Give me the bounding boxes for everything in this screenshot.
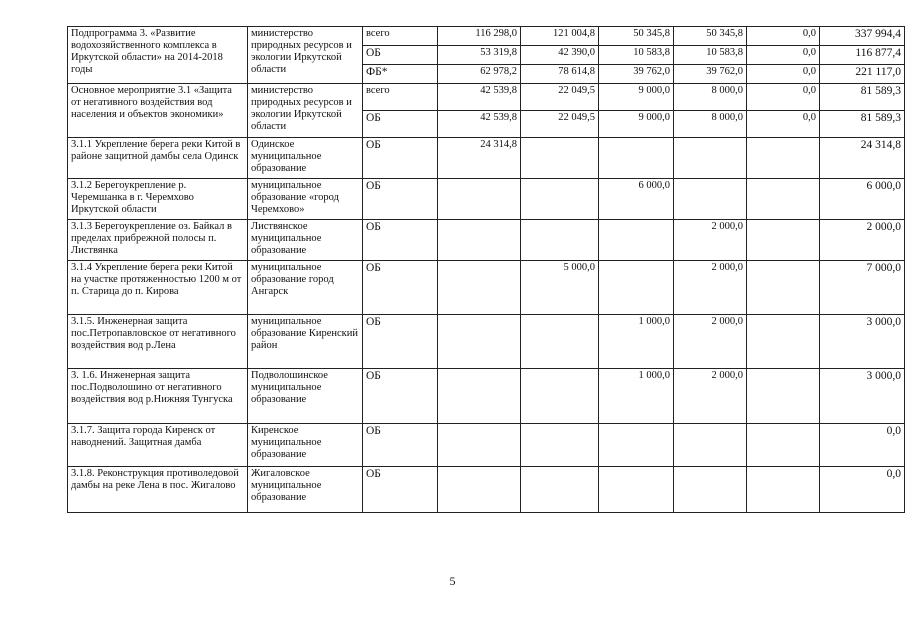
measure-name-cell: 3.1.7. Защита города Киренск от наводнений. Защитная дамба — [68, 424, 248, 467]
executor-cell: Жигаловское муниципальное образование — [248, 467, 363, 513]
amount-cell-2015 — [521, 138, 599, 179]
amount-cell-2015: 22 049,5 — [521, 84, 599, 111]
amount-cell-2017 — [674, 467, 747, 513]
funding-source-cell: ОБ — [363, 467, 438, 513]
total-cell: 0,0 — [820, 424, 905, 467]
amount-cell-2015: 78 614,8 — [521, 65, 599, 84]
amount-cell-2014: 62 978,2 — [438, 65, 521, 84]
funding-source-cell: всего — [363, 84, 438, 111]
amount-cell-2017: 2 000,0 — [674, 261, 747, 315]
executor-cell: муниципальное образование «город Черемхово» — [248, 179, 363, 220]
amount-cell-2016: 50 345,8 — [599, 27, 674, 46]
amount-cell-2016: 1 000,0 — [599, 369, 674, 424]
amount-cell-2018: 0,0 — [747, 27, 820, 46]
amount-cell-2014: 116 298,0 — [438, 27, 521, 46]
amount-cell-2017: 8 000,0 — [674, 111, 747, 138]
total-cell: 2 000,0 — [820, 220, 905, 261]
measure-name-cell: 3.1.2 Берегоукрепление р. Черемшанка в г. Черемхово Иркутской области — [68, 179, 248, 220]
amount-cell-2017 — [674, 424, 747, 467]
amount-cell-2018 — [747, 261, 820, 315]
amount-cell-2014 — [438, 424, 521, 467]
executor-cell: министерство природных ресурсов и экологии Иркутской области — [248, 84, 363, 138]
amount-cell-2016: 9 000,0 — [599, 84, 674, 111]
funding-source-cell: ОБ — [363, 261, 438, 315]
total-cell: 3 000,0 — [820, 315, 905, 369]
amount-cell-2016 — [599, 138, 674, 179]
table-row — [68, 369, 905, 424]
amount-cell-2015: 121 004,8 — [521, 27, 599, 46]
executor-cell: Одинское муниципальное образование — [248, 138, 363, 179]
table-row — [68, 424, 905, 467]
amount-cell-2018 — [747, 179, 820, 220]
amount-cell-2018: 0,0 — [747, 111, 820, 138]
budget-table — [67, 26, 905, 513]
amount-cell-2016 — [599, 424, 674, 467]
executor-cell: Подволошинское муниципальное образование — [248, 369, 363, 424]
total-cell: 7 000,0 — [820, 261, 905, 315]
total-cell: 81 589,3 — [820, 111, 905, 138]
funding-source-cell: ОБ — [363, 424, 438, 467]
funding-source-cell: ОБ — [363, 315, 438, 369]
total-cell: 337 994,4 — [820, 27, 905, 46]
amount-cell-2016: 1 000,0 — [599, 315, 674, 369]
amount-cell-2015 — [521, 467, 599, 513]
amount-cell-2018: 0,0 — [747, 46, 820, 65]
amount-cell-2018 — [747, 138, 820, 179]
amount-cell-2014 — [438, 369, 521, 424]
amount-cell-2015 — [521, 424, 599, 467]
amount-cell-2015: 5 000,0 — [521, 261, 599, 315]
amount-cell-2018 — [747, 424, 820, 467]
amount-cell-2017: 2 000,0 — [674, 315, 747, 369]
measure-name-cell: 3.1.8. Реконструкция противоледовой дамбы на реке Лена в пос. Жигалово — [68, 467, 248, 513]
amount-cell-2016: 9 000,0 — [599, 111, 674, 138]
executor-cell: муниципальное образование Киренский район — [248, 315, 363, 369]
executor-cell: министерство природных ресурсов и экологии Иркутской области — [248, 27, 363, 84]
amount-cell-2017 — [674, 138, 747, 179]
amount-cell-2018: 0,0 — [747, 84, 820, 111]
funding-source-cell: ФБ* — [363, 65, 438, 84]
amount-cell-2014: 24 314,8 — [438, 138, 521, 179]
total-cell: 116 877,4 — [820, 46, 905, 65]
amount-cell-2014 — [438, 467, 521, 513]
amount-cell-2017: 2 000,0 — [674, 220, 747, 261]
funding-source-cell: ОБ — [363, 46, 438, 65]
amount-cell-2015 — [521, 179, 599, 220]
table-row — [68, 27, 905, 46]
measure-name-cell: Подпрограмма 3. «Развитие водохозяйственного комплекса в Иркутской области» на 2014-2018 годы — [68, 27, 248, 84]
amount-cell-2014: 53 319,8 — [438, 46, 521, 65]
amount-cell-2017: 2 000,0 — [674, 369, 747, 424]
total-cell: 81 589,3 — [820, 84, 905, 111]
measure-name-cell: Основное мероприятие 3.1 «Защита от негативного воздействия вод населения и объектов экономики» — [68, 84, 248, 138]
amount-cell-2018 — [747, 369, 820, 424]
amount-cell-2014 — [438, 261, 521, 315]
amount-cell-2016 — [599, 220, 674, 261]
amount-cell-2016: 10 583,8 — [599, 46, 674, 65]
amount-cell-2017: 8 000,0 — [674, 84, 747, 111]
amount-cell-2016: 39 762,0 — [599, 65, 674, 84]
total-cell: 6 000,0 — [820, 179, 905, 220]
amount-cell-2016 — [599, 467, 674, 513]
total-cell: 221 117,0 — [820, 65, 905, 84]
amount-cell-2018: 0,0 — [747, 65, 820, 84]
amount-cell-2015: 42 390,0 — [521, 46, 599, 65]
amount-cell-2015 — [521, 315, 599, 369]
amount-cell-2017: 39 762,0 — [674, 65, 747, 84]
measure-name-cell: 3.1.5. Инженерная защита пос.Петропавловское от негативного воздействия вод р.Лена — [68, 315, 248, 369]
amount-cell-2017 — [674, 179, 747, 220]
amount-cell-2014 — [438, 315, 521, 369]
measure-name-cell: 3. 1.6. Инженерная защита пос.Подволошино от негативного воздействия вод р.Нижняя Тунгуска — [68, 369, 248, 424]
amount-cell-2017: 10 583,8 — [674, 46, 747, 65]
funding-source-cell: ОБ — [363, 138, 438, 179]
funding-source-cell: всего — [363, 27, 438, 46]
amount-cell-2014 — [438, 220, 521, 261]
amount-cell-2015: 22 049,5 — [521, 111, 599, 138]
amount-cell-2017: 50 345,8 — [674, 27, 747, 46]
executor-cell: Киренское муниципальное образование — [248, 424, 363, 467]
total-cell: 3 000,0 — [820, 369, 905, 424]
page-number: 5 — [449, 574, 456, 588]
table-row — [68, 467, 905, 513]
amount-cell-2018 — [747, 315, 820, 369]
table-row — [68, 315, 905, 369]
amount-cell-2016 — [599, 261, 674, 315]
table-row — [68, 220, 905, 261]
amount-cell-2018 — [747, 467, 820, 513]
amount-cell-2018 — [747, 220, 820, 261]
amount-cell-2015 — [521, 220, 599, 261]
amount-cell-2014: 42 539,8 — [438, 84, 521, 111]
total-cell: 24 314,8 — [820, 138, 905, 179]
table-row — [68, 84, 905, 111]
total-cell: 0,0 — [820, 467, 905, 513]
table-row — [68, 261, 905, 315]
executor-cell: Листвянское муниципальное образование — [248, 220, 363, 261]
amount-cell-2015 — [521, 369, 599, 424]
measure-name-cell: 3.1.4 Укрепление берега реки Китой на участке протяженностью 1200 м от п. Старица до п. Кирова — [68, 261, 248, 315]
funding-source-cell: ОБ — [363, 369, 438, 424]
table-row — [68, 138, 905, 179]
funding-source-cell: ОБ — [363, 220, 438, 261]
amount-cell-2014: 42 539,8 — [438, 111, 521, 138]
funding-source-cell: ОБ — [363, 179, 438, 220]
measure-name-cell: 3.1.3 Берегоукрепление оз. Байкал в пределах прибрежной полосы п. Листвянка — [68, 220, 248, 261]
table-row — [68, 179, 905, 220]
funding-source-cell: ОБ — [363, 111, 438, 138]
executor-cell: муниципальное образование город Ангарск — [248, 261, 363, 315]
table-body — [68, 27, 905, 513]
measure-name-cell: 3.1.1 Укрепление берега реки Китой в районе защитной дамбы села Одинск — [68, 138, 248, 179]
amount-cell-2014 — [438, 179, 521, 220]
amount-cell-2016: 6 000,0 — [599, 179, 674, 220]
